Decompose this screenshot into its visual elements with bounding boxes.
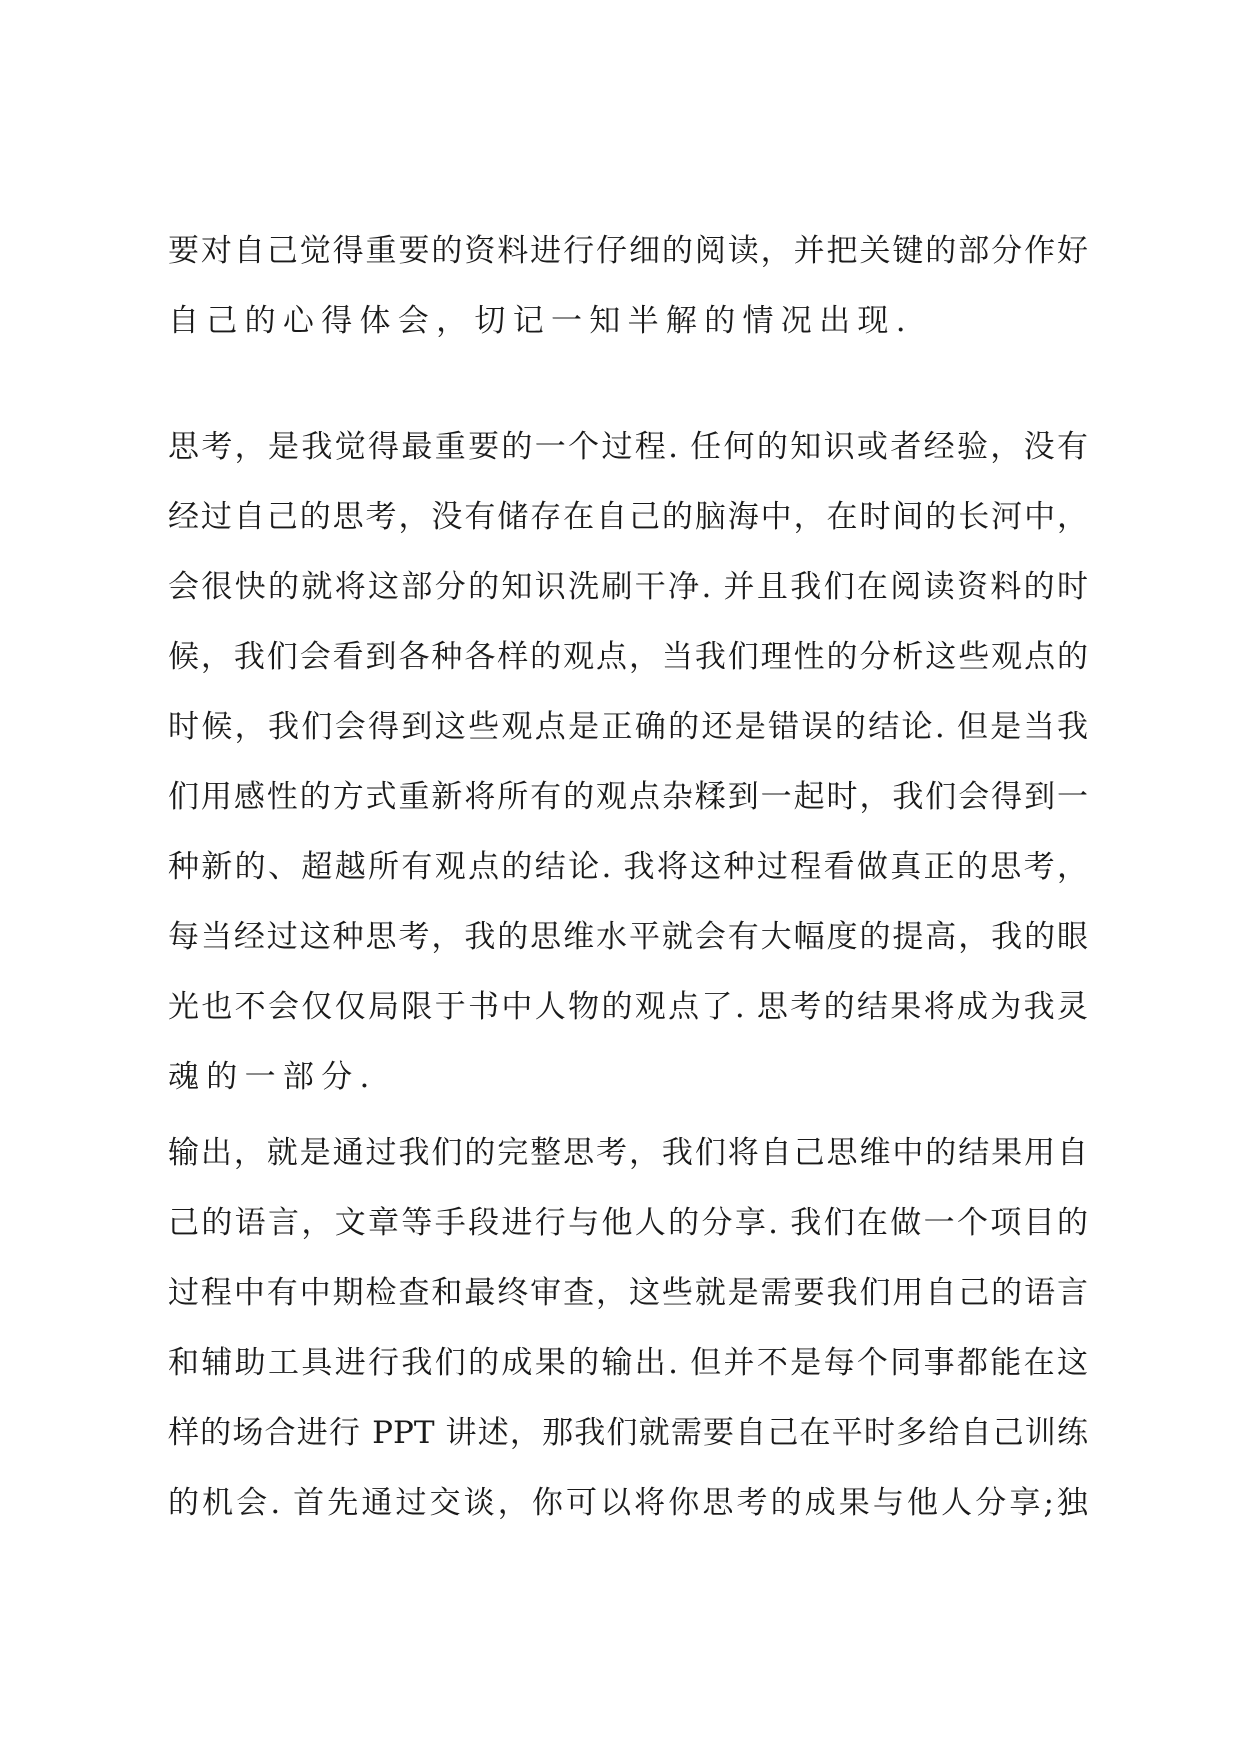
text-line: 魂的一部分.: [168, 1059, 377, 1095]
text-line: 种新的、超越所有观点的结论. 我将这种过程看做真正的思考，: [168, 849, 1088, 885]
paragraph-reading: [168, 216, 1088, 356]
text-line: 时候，我们会得到这些观点是正确的还是错误的结论. 但是当我: [168, 709, 1088, 745]
text-line: 要对自己觉得重要的资料进行仔细的阅读，并把关键的部分作好: [168, 233, 1088, 269]
text-line: 每当经过这种思考，我的思维水平就会有大幅度的提高，我的眼: [168, 919, 1088, 955]
text-line: 经过自己的思考，没有储存在自己的脑海中，在时间的长河中，: [168, 499, 1088, 535]
paragraph-output: [168, 1118, 1088, 1538]
text-line: 候，我们会看到各种各样的观点，当我们理性的分析这些观点的: [168, 639, 1088, 675]
text-line: 过程中有中期检查和最终审查，这些就是需要我们用自己的语言: [168, 1275, 1088, 1311]
text-line: 会很快的就将这部分的知识洗刷干净. 并且我们在阅读资料的时: [168, 569, 1088, 605]
text-line: 和辅助工具进行我们的成果的输出. 但并不是每个同事都能在这: [168, 1345, 1088, 1381]
text-line: 自己的心得体会，切记一知半解的情况出现.: [168, 303, 913, 339]
text-line: 己的语言，文章等手段进行与他人的分享. 我们在做一个项目的: [168, 1205, 1088, 1241]
text-line: 思考，是我觉得最重要的一个过程. 任何的知识或者经验，没有: [168, 429, 1088, 465]
paragraph-thinking: [168, 412, 1088, 1112]
text-line: 输出，就是通过我们的完整思考，我们将自己思维中的结果用自: [168, 1135, 1088, 1171]
text-line: 样的场合进行 PPT 讲述，那我们就需要自己在平时多给自己训练: [168, 1415, 1088, 1451]
text-line: 光也不会仅仅局限于书中人物的观点了. 思考的结果将成为我灵: [168, 989, 1088, 1025]
text-line: 的机会. 首先通过交谈，你可以将你思考的成果与他人分享;独: [168, 1485, 1088, 1521]
text-line: 们用感性的方式重新将所有的观点杂糅到一起时，我们会得到一: [168, 779, 1088, 815]
